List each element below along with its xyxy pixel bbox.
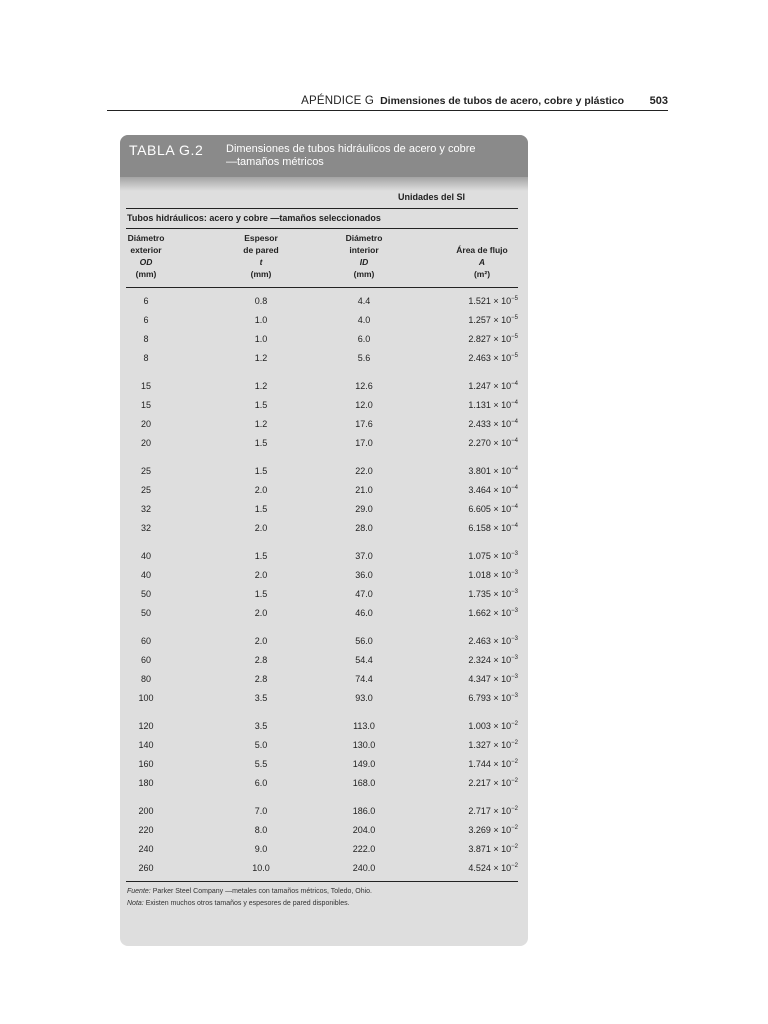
caption-gradient: [120, 177, 528, 191]
cell-t: 5.0: [254, 740, 268, 750]
cell-area: [468, 400, 518, 410]
area-exponent: −5: [511, 353, 518, 359]
col-label: de pared: [243, 245, 279, 255]
area-exponent: −3: [511, 608, 518, 614]
cell-id: 93.0: [355, 693, 373, 703]
table-row: [126, 311, 518, 330]
area-mantissa: 1.003 × 10: [468, 721, 512, 731]
cell-t: 5.5: [254, 759, 268, 769]
area-exponent: −4: [511, 504, 518, 510]
table-row: [126, 292, 518, 311]
note-text: Existen muchos otros tamaños y espesores de pared disponibles.: [145, 900, 350, 907]
table-row: [126, 651, 518, 670]
table-row: [126, 859, 518, 878]
area-mantissa: 2.433 × 10: [468, 419, 512, 429]
cell-area: [468, 315, 518, 325]
cell-t: 9.0: [254, 844, 268, 854]
cell-area: [468, 674, 518, 684]
table-row: [126, 717, 518, 736]
cell-id: 56.0: [355, 636, 373, 646]
cell-area: [468, 844, 518, 854]
cell-od: 260: [138, 863, 154, 873]
col-label: exterior: [130, 245, 162, 255]
cell-area: [468, 759, 518, 769]
table-body: [120, 191, 528, 910]
area-exponent: −2: [511, 825, 518, 831]
table-row: [126, 566, 518, 585]
cell-od: 20: [140, 419, 151, 429]
cell-t: 3.5: [254, 693, 268, 703]
cell-id: 240.0: [352, 863, 376, 873]
area-exponent: −3: [511, 655, 518, 661]
table-row: [126, 632, 518, 651]
cell-od: 6: [143, 296, 149, 306]
cell-od: 220: [138, 825, 154, 835]
column-headers: [126, 229, 518, 288]
cell-id: 113.0: [353, 721, 375, 731]
area-mantissa: 2.324 × 10: [468, 655, 512, 665]
area-exponent: −3: [511, 693, 518, 699]
cell-t: 1.2: [254, 419, 268, 429]
cell-od: 50: [140, 589, 151, 599]
header-flow-area: [446, 232, 518, 280]
table-notes: [126, 882, 518, 910]
cell-t: 1.5: [254, 400, 268, 410]
area-mantissa: 6.158 × 10: [468, 523, 512, 533]
cell-id: 46.0: [355, 608, 373, 618]
cell-id: 4.0: [357, 315, 371, 325]
area-exponent: −4: [511, 485, 518, 491]
area-exponent: −4: [511, 381, 518, 387]
cell-t: 2.0: [254, 636, 268, 646]
cell-id: 17.0: [355, 438, 373, 448]
cell-area: [468, 504, 518, 514]
area-mantissa: 1.247 × 10: [468, 381, 512, 391]
table-row: [126, 547, 518, 566]
area-mantissa: 3.464 × 10: [468, 485, 512, 495]
area-exponent: −3: [511, 674, 518, 680]
cell-t: 1.5: [254, 589, 268, 599]
chapter-title: Dimensiones de tubos de acero, cobre y plástico: [380, 95, 624, 107]
area-mantissa: 2.270 × 10: [468, 438, 512, 448]
area-exponent: −4: [511, 523, 518, 529]
cell-area: [468, 655, 518, 665]
cell-od: 60: [140, 655, 151, 665]
area-mantissa: 6.793 × 10: [468, 693, 512, 703]
cell-id: 4.4: [357, 296, 371, 306]
cell-area: [468, 589, 518, 599]
header-wall-thickness: [231, 232, 291, 280]
area-mantissa: 6.605 × 10: [468, 504, 512, 514]
table-row: [126, 330, 518, 349]
cell-t: 6.0: [254, 778, 268, 788]
col-unit: (mm): [250, 269, 272, 279]
row-group: [126, 292, 518, 368]
cell-area: [468, 438, 518, 448]
col-label: interior: [349, 245, 379, 255]
table-row: [126, 670, 518, 689]
source-label: Fuente:: [127, 888, 151, 895]
cell-od: 80: [140, 674, 151, 684]
col-symbol: OD: [139, 257, 153, 267]
area-mantissa: 1.327 × 10: [468, 740, 512, 750]
table-row: [126, 802, 518, 821]
cell-od: 32: [140, 523, 151, 533]
cell-od: 25: [140, 485, 151, 495]
table-row: [126, 736, 518, 755]
cell-od: 180: [138, 778, 154, 788]
units-label: Unidades del SI: [398, 192, 466, 202]
cell-area: [468, 636, 518, 646]
table-title-line2: —tamaños métricos: [226, 156, 324, 168]
area-exponent: −5: [511, 315, 518, 321]
cell-area: [468, 381, 518, 391]
area-mantissa: 3.801 × 10: [468, 466, 512, 476]
area-exponent: −3: [511, 636, 518, 642]
cell-od: 40: [140, 551, 151, 561]
cell-area: [468, 353, 518, 363]
cell-t: 1.5: [254, 551, 268, 561]
row-group: [126, 632, 518, 708]
cell-area: [468, 863, 518, 873]
area-exponent: −4: [511, 466, 518, 472]
col-unit: (m²): [473, 269, 491, 279]
cell-t: 2.8: [254, 674, 268, 684]
cell-od: 120: [138, 721, 154, 731]
area-mantissa: 1.521 × 10: [468, 296, 512, 306]
area-exponent: −3: [511, 570, 518, 576]
cell-id: 130.0: [352, 740, 376, 750]
cell-id: 47.0: [355, 589, 373, 599]
cell-t: 0.8: [254, 296, 268, 306]
running-head: [301, 94, 624, 108]
area-exponent: −2: [511, 778, 518, 784]
area-exponent: −2: [511, 721, 518, 727]
area-exponent: −3: [511, 551, 518, 557]
col-unit: (mm): [135, 269, 157, 279]
cell-od: 240: [138, 844, 154, 854]
cell-t: 2.0: [254, 608, 268, 618]
cell-t: 7.0: [254, 806, 268, 816]
cell-t: 2.8: [254, 655, 268, 665]
area-exponent: −4: [511, 438, 518, 444]
col-label: Diámetro: [345, 233, 383, 243]
page-number: 503: [649, 95, 668, 107]
row-group: [126, 462, 518, 538]
area-mantissa: 2.217 × 10: [468, 778, 512, 788]
area-mantissa: 1.735 × 10: [468, 589, 512, 599]
cell-id: 5.6: [357, 353, 371, 363]
cell-area: [468, 570, 518, 580]
cell-id: 12.6: [355, 381, 373, 391]
cell-area: [468, 334, 518, 344]
table-title: [226, 143, 516, 169]
area-mantissa: 1.257 × 10: [468, 315, 512, 325]
cell-od: 15: [140, 400, 151, 410]
col-label: Área de flujo: [456, 245, 508, 255]
area-mantissa: 3.871 × 10: [468, 844, 512, 854]
area-mantissa: 2.717 × 10: [468, 806, 512, 816]
cell-area: [468, 693, 518, 703]
table-label: TABLA G.2: [129, 142, 204, 158]
cell-t: 3.5: [254, 721, 268, 731]
table-row: [126, 774, 518, 793]
cell-id: 12.0: [355, 400, 373, 410]
area-mantissa: 1.075 × 10: [468, 551, 512, 561]
cell-id: 74.4: [355, 674, 373, 684]
cell-od: 100: [138, 693, 154, 703]
area-mantissa: 4.347 × 10: [468, 674, 512, 684]
cell-area: [468, 825, 518, 835]
table-row: [126, 755, 518, 774]
row-group: [126, 547, 518, 623]
cell-t: 1.5: [254, 504, 268, 514]
area-mantissa: 1.018 × 10: [468, 570, 512, 580]
table-row: [126, 434, 518, 453]
cell-area: [468, 806, 518, 816]
cell-t: 1.0: [254, 334, 268, 344]
table-row: [126, 585, 518, 604]
cell-id: 168.0: [352, 778, 376, 788]
cell-od: 140: [138, 740, 154, 750]
appendix-label: APÉNDICE G: [301, 95, 375, 107]
cell-od: 200: [138, 806, 154, 816]
col-symbol: t: [259, 257, 263, 267]
group-title-row: [126, 209, 518, 229]
cell-id: 149.0: [352, 759, 376, 769]
area-mantissa: 2.463 × 10: [468, 636, 512, 646]
table-row: [126, 415, 518, 434]
area-exponent: −2: [511, 806, 518, 812]
area-exponent: −3: [511, 589, 518, 595]
col-label: Diámetro: [127, 233, 165, 243]
cell-t: 1.5: [254, 466, 268, 476]
table-row: [126, 821, 518, 840]
header-outer-diameter: [126, 232, 166, 280]
table-row: [126, 840, 518, 859]
cell-id: 21.0: [355, 485, 373, 495]
cell-t: 2.0: [254, 485, 268, 495]
table-row: [126, 604, 518, 623]
cell-area: [468, 778, 518, 788]
table-rows: [126, 288, 518, 882]
cell-t: 2.0: [254, 523, 268, 533]
table-row: [126, 396, 518, 415]
note-label: Nota:: [127, 900, 144, 907]
cell-od: 20: [140, 438, 151, 448]
cell-t: 1.5: [254, 438, 268, 448]
table-row: [126, 349, 518, 368]
area-exponent: −2: [511, 759, 518, 765]
cell-od: 160: [138, 759, 154, 769]
source-note: [127, 886, 518, 898]
area-exponent: −2: [511, 863, 518, 869]
cell-id: 204.0: [352, 825, 376, 835]
cell-id: 186.0: [352, 806, 376, 816]
page-header: [107, 94, 668, 111]
area-mantissa: 1.131 × 10: [468, 400, 512, 410]
cell-od: 50: [140, 608, 151, 618]
area-exponent: −2: [511, 844, 518, 850]
area-mantissa: 2.463 × 10: [468, 353, 512, 363]
area-mantissa: 1.744 × 10: [468, 759, 512, 769]
cell-od: 60: [140, 636, 151, 646]
row-group: [126, 802, 518, 878]
table-g2: [120, 135, 528, 946]
area-exponent: −4: [511, 400, 518, 406]
area-exponent: −4: [511, 419, 518, 425]
source-text: Parker Steel Company —metales con tamaños métricos, Toledo, Ohio.: [152, 888, 373, 895]
cell-od: 8: [143, 334, 149, 344]
units-row: [126, 191, 518, 209]
cell-id: 28.0: [355, 523, 373, 533]
area-mantissa: 3.269 × 10: [468, 825, 512, 835]
cell-od: 6: [143, 315, 149, 325]
table-title-line1: Dimensiones de tubos hidráulicos de acero y cobre: [226, 143, 476, 155]
cell-t: 8.0: [254, 825, 268, 835]
cell-t: 2.0: [254, 570, 268, 580]
table-caption: [120, 135, 528, 177]
cell-id: 54.4: [355, 655, 373, 665]
row-group: [126, 377, 518, 453]
cell-od: 32: [140, 504, 151, 514]
cell-area: [468, 523, 518, 533]
area-exponent: −2: [511, 740, 518, 746]
table-row: [126, 462, 518, 481]
cell-area: [468, 485, 518, 495]
cell-id: 17.6: [355, 419, 373, 429]
cell-t: 1.2: [254, 381, 268, 391]
col-symbol: ID: [359, 257, 369, 267]
cell-t: 10.0: [252, 863, 270, 873]
cell-id: 222.0: [352, 844, 376, 854]
cell-t: 1.0: [254, 315, 268, 325]
table-row: [126, 377, 518, 396]
cell-area: [468, 721, 518, 731]
cell-id: 36.0: [355, 570, 373, 580]
cell-area: [468, 551, 518, 561]
col-unit: (mm): [353, 269, 375, 279]
header-inner-diameter: [338, 232, 390, 280]
cell-area: [468, 419, 518, 429]
cell-id: 37.0: [355, 551, 373, 561]
area-mantissa: 2.827 × 10: [468, 334, 512, 344]
area-exponent: −5: [511, 296, 518, 302]
cell-od: 15: [140, 381, 151, 391]
note: [127, 898, 518, 910]
cell-area: [468, 296, 518, 306]
cell-id: 22.0: [355, 466, 373, 476]
area-exponent: −5: [511, 334, 518, 340]
table-row: [126, 500, 518, 519]
cell-od: 25: [140, 466, 151, 476]
cell-area: [468, 740, 518, 750]
cell-id: 6.0: [357, 334, 371, 344]
group-title: Tubos hidráulicos: acero y cobre —tamaños seleccionados: [127, 213, 381, 223]
cell-t: 1.2: [254, 353, 268, 363]
row-group: [126, 717, 518, 793]
area-mantissa: 4.524 × 10: [468, 863, 512, 873]
table-row: [126, 519, 518, 538]
cell-od: 8: [143, 353, 149, 363]
cell-od: 40: [140, 570, 151, 580]
cell-id: 29.0: [355, 504, 373, 514]
col-symbol: A: [478, 257, 486, 267]
area-mantissa: 1.662 × 10: [468, 608, 512, 618]
table-row: [126, 481, 518, 500]
cell-area: [468, 466, 518, 476]
col-label: Espesor: [244, 233, 278, 243]
table-row: [126, 689, 518, 708]
cell-area: [468, 608, 518, 618]
